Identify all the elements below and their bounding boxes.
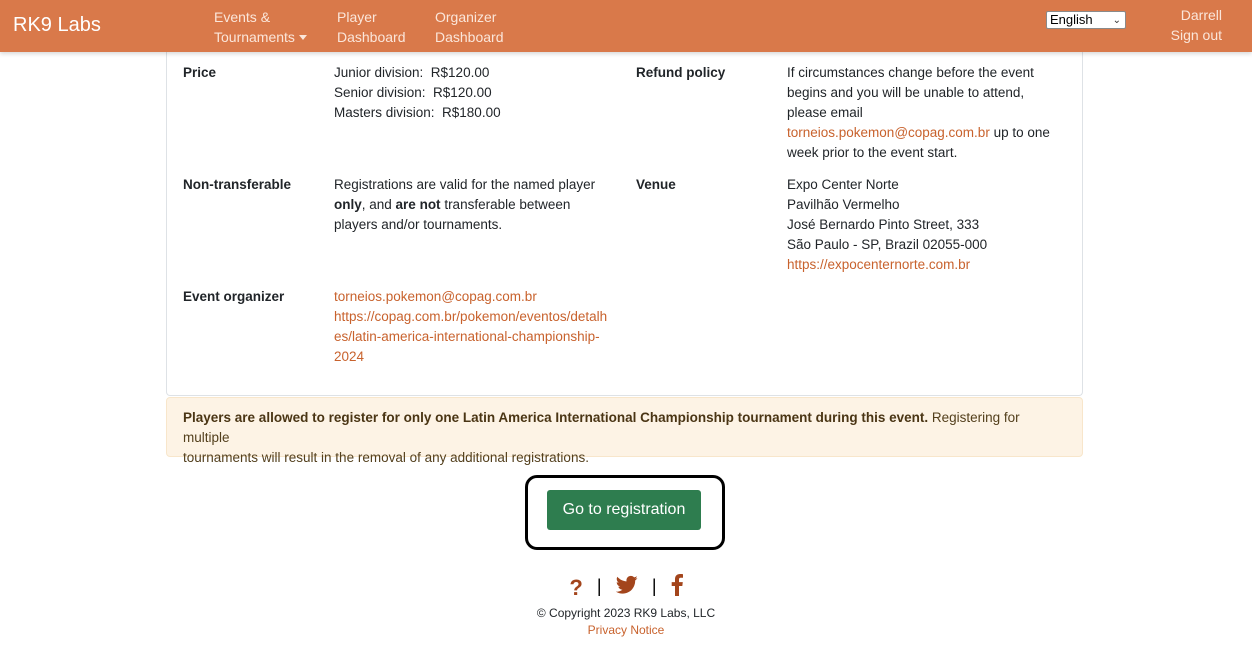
nav-events-tournaments[interactable] xyxy=(214,7,307,47)
refund-line-3: please email xyxy=(787,105,863,120)
refund-policy-text xyxy=(787,63,1050,163)
nav-organizer-line1: Organizer xyxy=(435,9,497,25)
venue-line-1: Expo Center Norte xyxy=(787,177,899,192)
venue-line-2: Pavilhão Vermelho xyxy=(787,197,900,212)
chevron-down-icon: ⌄ xyxy=(1112,15,1121,26)
refund-after-email: up to one xyxy=(989,125,1050,140)
nontransfer-line-1: Registrations are valid for the named player xyxy=(334,177,596,192)
nav-player-line2: Dashboard xyxy=(337,29,406,45)
nav-organizer-dashboard[interactable] xyxy=(435,7,504,47)
venue-label: Venue xyxy=(636,177,676,192)
brand-logo[interactable]: RK9 Labs xyxy=(13,14,101,36)
nav-events-line2: Tournaments xyxy=(214,29,295,45)
nav-player-dashboard[interactable] xyxy=(337,7,406,47)
privacy-notice xyxy=(0,622,1252,638)
registration-limit-alert xyxy=(166,397,1083,465)
nontransfer-between: transferable between xyxy=(440,197,571,212)
price-label: Price xyxy=(183,65,217,80)
nontransfer-line-3: players and/or tournaments. xyxy=(334,217,503,232)
refund-line-2: begins and you will be unable to attend, xyxy=(787,85,1025,100)
organizer-url-line-3: 2024 xyxy=(334,349,365,364)
price-senior: Senior division: R$120.00 xyxy=(334,85,492,100)
nontransfer-and: , and xyxy=(361,197,396,212)
footer-separator-2: | xyxy=(651,576,657,596)
facebook-icon[interactable] xyxy=(671,574,683,603)
twitter-icon[interactable] xyxy=(616,574,638,602)
sign-out-link[interactable]: Sign out xyxy=(1170,27,1222,43)
refund-policy-label: Refund policy xyxy=(636,65,726,80)
refund-email-link[interactable]: torneios.pokemon@copag.com.br xyxy=(787,125,990,140)
venue-website-link[interactable]: https://expocenternorte.com.br xyxy=(787,257,971,272)
footer-separator: | xyxy=(596,576,602,596)
help-icon[interactable]: ? xyxy=(569,575,583,601)
refund-line-5: week prior to the event start. xyxy=(787,145,958,160)
nav-events-line1: Events & xyxy=(214,9,271,25)
nontransfer-only: only xyxy=(334,197,362,212)
privacy-notice-link[interactable]: Privacy Notice xyxy=(587,623,665,637)
copyright-text: © Copyright 2023 RK9 Labs, LLC xyxy=(536,606,716,620)
event-organizer-contacts xyxy=(334,287,607,367)
event-organizer-label: Event organizer xyxy=(183,289,285,304)
price-list xyxy=(334,63,501,123)
price-junior: Junior division: R$120.00 xyxy=(334,65,490,80)
refund-line-1: If circumstances change before the event xyxy=(787,65,1034,80)
nontransfer-are-not: are not xyxy=(395,197,441,212)
organizer-url-line-1: https://copag.com.br/pokemon/eventos/detalh xyxy=(334,309,608,324)
non-transferable-text xyxy=(334,175,595,235)
venue-line-4: São Paulo - SP, Brazil 02055-000 xyxy=(787,237,988,252)
dropdown-caret-icon xyxy=(299,35,307,40)
user-name[interactable]: Darrell xyxy=(1180,7,1222,23)
venue-line-3: José Bernardo Pinto Street, 333 xyxy=(787,217,980,232)
organizer-url-line-2: es/latin-america-international-championship- xyxy=(334,329,600,344)
venue-address xyxy=(787,175,987,275)
price-masters: Masters division: R$180.00 xyxy=(334,105,501,120)
user-menu xyxy=(1171,5,1222,45)
nav-organizer-line2: Dashboard xyxy=(435,29,504,45)
nav-player-line1: Player xyxy=(337,9,377,25)
organizer-website-link[interactable] xyxy=(334,307,607,367)
alert-rest-text-2: tournaments will result in the removal of any additional registrations. xyxy=(183,450,589,465)
alert-rest-text-1: Registering for multiple xyxy=(183,410,1020,445)
go-to-registration-button[interactable]: Go to registration xyxy=(547,490,701,530)
language-select[interactable] xyxy=(1046,11,1126,29)
non-transferable-label: Non-transferable xyxy=(183,177,292,192)
organizer-email-link[interactable]: torneios.pokemon@copag.com.br xyxy=(334,289,537,304)
alert-bold-text: Players are allowed to register for only one Latin America International Championship tournament during this event. xyxy=(183,410,929,425)
footer-social-links xyxy=(0,572,1252,603)
top-navbar xyxy=(0,0,1252,52)
language-selected-value: English xyxy=(1050,12,1093,27)
